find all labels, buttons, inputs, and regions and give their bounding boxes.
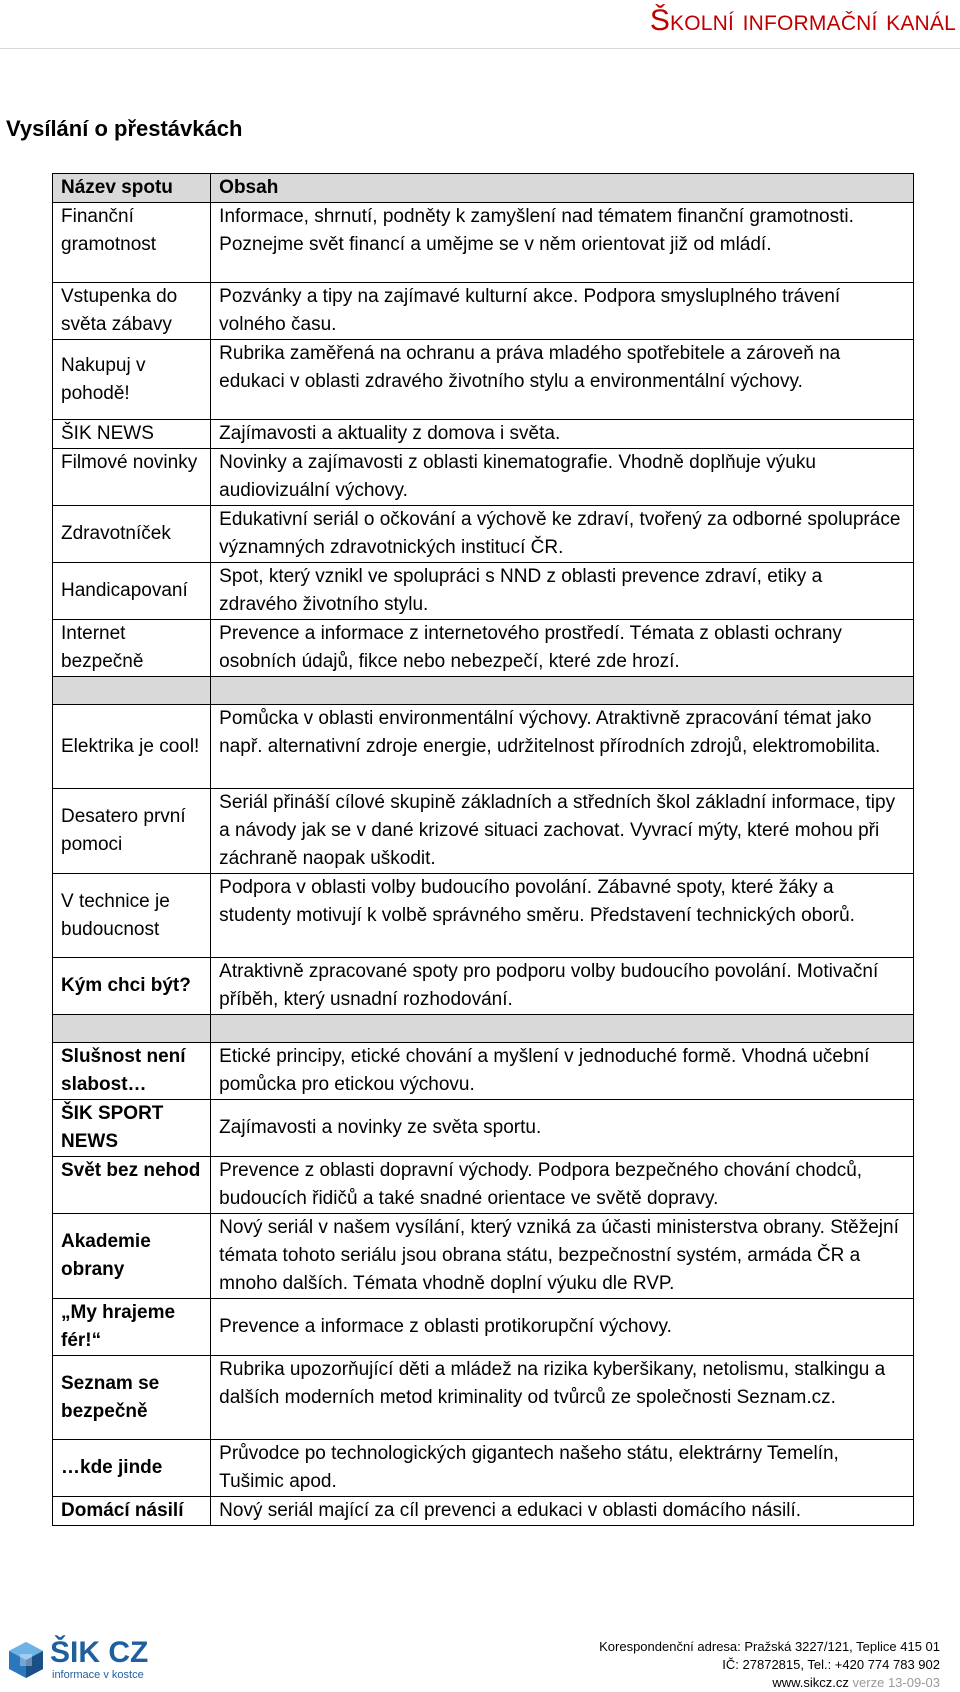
sik-logo [6, 1638, 156, 1686]
spot-name: …kde jinde [53, 1440, 211, 1497]
spot-name: Desatero první pomoci [53, 789, 211, 874]
logo-subtitle: informace v kostce [52, 1669, 144, 1681]
spot-content: Nový seriál v našem vysílání, který vzniká za účasti ministerstva obrany. Stěžejní témata tohoto seriálu jsou obrana státu, bezpečnostní systém, armáda ČR a mnoho dalších. Témata vhodně doplní výuku dle RVP. [211, 1214, 914, 1299]
spot-content: Pozvánky a tipy na zajímavé kulturní akce. Podpora smysluplného trávení volného času. [211, 283, 914, 340]
table-header-row [53, 174, 914, 203]
spot-content: Edukativní seriál o očkování a výchově ke zdraví, tvořený za odborné spolupráce významných zdravotnických institucí ČR. [211, 506, 914, 563]
spot-name: Nakupuj v pohodě! [53, 340, 211, 420]
spot-name: ŠIK NEWS [53, 420, 211, 449]
header-title-text: Školní informační kanál [649, 4, 956, 37]
spot-name: „My hrajeme fér!“ [53, 1299, 211, 1356]
spot-content: Rubrika upozorňující děti a mládež na rizika kyberšikany, netolismu, stalkingu a dalších moderních metod kriminality od tvůrců ze společnosti Seznam.cz. [211, 1356, 914, 1440]
table-row [53, 563, 914, 620]
spot-name: ŠIK SPORT NEWS [53, 1100, 211, 1157]
table-row [53, 1440, 914, 1497]
correspondence-address: Korespondenční adresa: Pražská 3227/121, Teplice 415 01 [599, 1639, 940, 1654]
table-row [53, 705, 914, 789]
spot-name: Slušnost není slabost… [53, 1043, 211, 1100]
spot-name: Seznam se bezpečně [53, 1356, 211, 1440]
table-separator-row [53, 1015, 914, 1043]
company-ids: IČ: 27872815, Tel.: +420 774 783 902 [722, 1657, 940, 1672]
spot-content: Prevence a informace z internetového prostředí. Témata z oblasti ochrany osobních údajů, fikce nebo nebezpečí, které zde hrozí. [211, 620, 914, 677]
sik-logo-icon [6, 1640, 46, 1680]
table-row [53, 958, 914, 1015]
spot-name: Finanční gramotnost [53, 203, 211, 283]
table-row [53, 1299, 914, 1356]
spots-table [52, 173, 914, 1526]
version-text: verze 13-09-03 [852, 1675, 940, 1690]
spot-content: Prevence a informace z oblasti protikorupční výchovy. [211, 1299, 914, 1356]
column-header-content: Obsah [211, 174, 914, 203]
separator-cell [53, 1015, 211, 1043]
document-title: Vysílání o přestávkách [6, 116, 243, 141]
table-row [53, 620, 914, 677]
spot-content: Etické principy, etické chování a myšlení v jednoduché formě. Vhodná učební pomůcka pro etickou výchovu. [211, 1043, 914, 1100]
logo-text: ŠIK CZ [50, 1636, 149, 1669]
spot-content: Zajímavosti a novinky ze světa sportu. [211, 1100, 914, 1157]
page-footer [0, 1626, 960, 1690]
table-row [53, 449, 914, 506]
spot-content: Prevence z oblasti dopravní východy. Podpora bezpečného chování chodců, budoucích řidičů a také snadné orientace ve světě dopravy. [211, 1157, 914, 1214]
spot-name: Internet bezpečně [53, 620, 211, 677]
spot-content: Nový seriál mající za cíl prevenci a edukaci v oblasti domácího násilí. [211, 1497, 914, 1526]
column-header-name: Název spotu [53, 174, 211, 203]
spot-content: Průvodce po technologických gigantech našeho státu, elektrárny Temelín, Tušimic apod. [211, 1440, 914, 1497]
spot-content: Novinky a zajímavosti z oblasti kinematografie. Vhodně doplňuje výuku audiovizuální výchovy. [211, 449, 914, 506]
table-row [53, 1157, 914, 1214]
spot-name: Vstupenka do světa zábavy [53, 283, 211, 340]
spot-name: Domácí násilí [53, 1497, 211, 1526]
spot-name: Filmové novinky [53, 449, 211, 506]
spot-name: V technice je budoucnost [53, 874, 211, 958]
table-row [53, 1043, 914, 1100]
table-row [53, 340, 914, 420]
table-row [53, 1356, 914, 1440]
spot-content: Seriál přináší cílové skupině základních a středních škol základní informace, tipy a návody jak se v dané krizové situaci zachovat. Vyvrací mýty, které mohou při záchraně naopak uškodit. [211, 789, 914, 874]
spot-name: Akademie obrany [53, 1214, 211, 1299]
spot-name: Svět bez nehod [53, 1157, 211, 1214]
table-row [53, 874, 914, 958]
spot-content: Pomůcka v oblasti environmentální výchovy. Atraktivně zpracování témat jako např. alternativní zdroje energie, udržitelnost přírodních zdrojů, elektromobilita. [211, 705, 914, 789]
table-row [53, 789, 914, 874]
table-row [53, 1100, 914, 1157]
footer-address-block [599, 1638, 940, 1692]
spot-content: Atraktivně zpracované spoty pro podporu volby budoucího povolání. Motivační příběh, který usnadní rozhodování. [211, 958, 914, 1015]
separator-cell [211, 677, 914, 705]
spot-content: Podpora v oblasti volby budoucího povolání. Zábavné spoty, které žáky a studenty motivují k volbě správného směru. Představení technických oborů. [211, 874, 914, 958]
website-link[interactable]: www.sikcz.cz [772, 1675, 849, 1690]
page-header [0, 0, 960, 49]
separator-cell [53, 677, 211, 705]
separator-cell [211, 1015, 914, 1043]
table-row [53, 1497, 914, 1526]
table-row [53, 1214, 914, 1299]
table-row [53, 506, 914, 563]
header-title [650, 4, 956, 38]
spot-name: Elektrika je cool! [53, 705, 211, 789]
footer-web-line [599, 1674, 940, 1692]
spot-content: Rubrika zaměřená na ochranu a práva mladého spotřebitele a zároveň na edukaci v oblasti zdravého životního stylu a environmentální výchovy. [211, 340, 914, 420]
spot-content: Zajímavosti a aktuality z domova i světa. [211, 420, 914, 449]
table-row [53, 420, 914, 449]
table-row [53, 203, 914, 283]
spot-content: Spot, který vznikl ve spolupráci s NND z oblasti prevence zdraví, etiky a zdravého životního stylu. [211, 563, 914, 620]
spot-name: Kým chci být? [53, 958, 211, 1015]
spot-name: Handicapovaní [53, 563, 211, 620]
spot-name: Zdravotníček [53, 506, 211, 563]
table-separator-row [53, 677, 914, 705]
spot-content: Informace, shrnutí, podněty k zamyšlení nad tématem finanční gramotnosti. Poznejme svět financí a umějme se v něm orientovat již od mládí. [211, 203, 914, 283]
table-row [53, 283, 914, 340]
